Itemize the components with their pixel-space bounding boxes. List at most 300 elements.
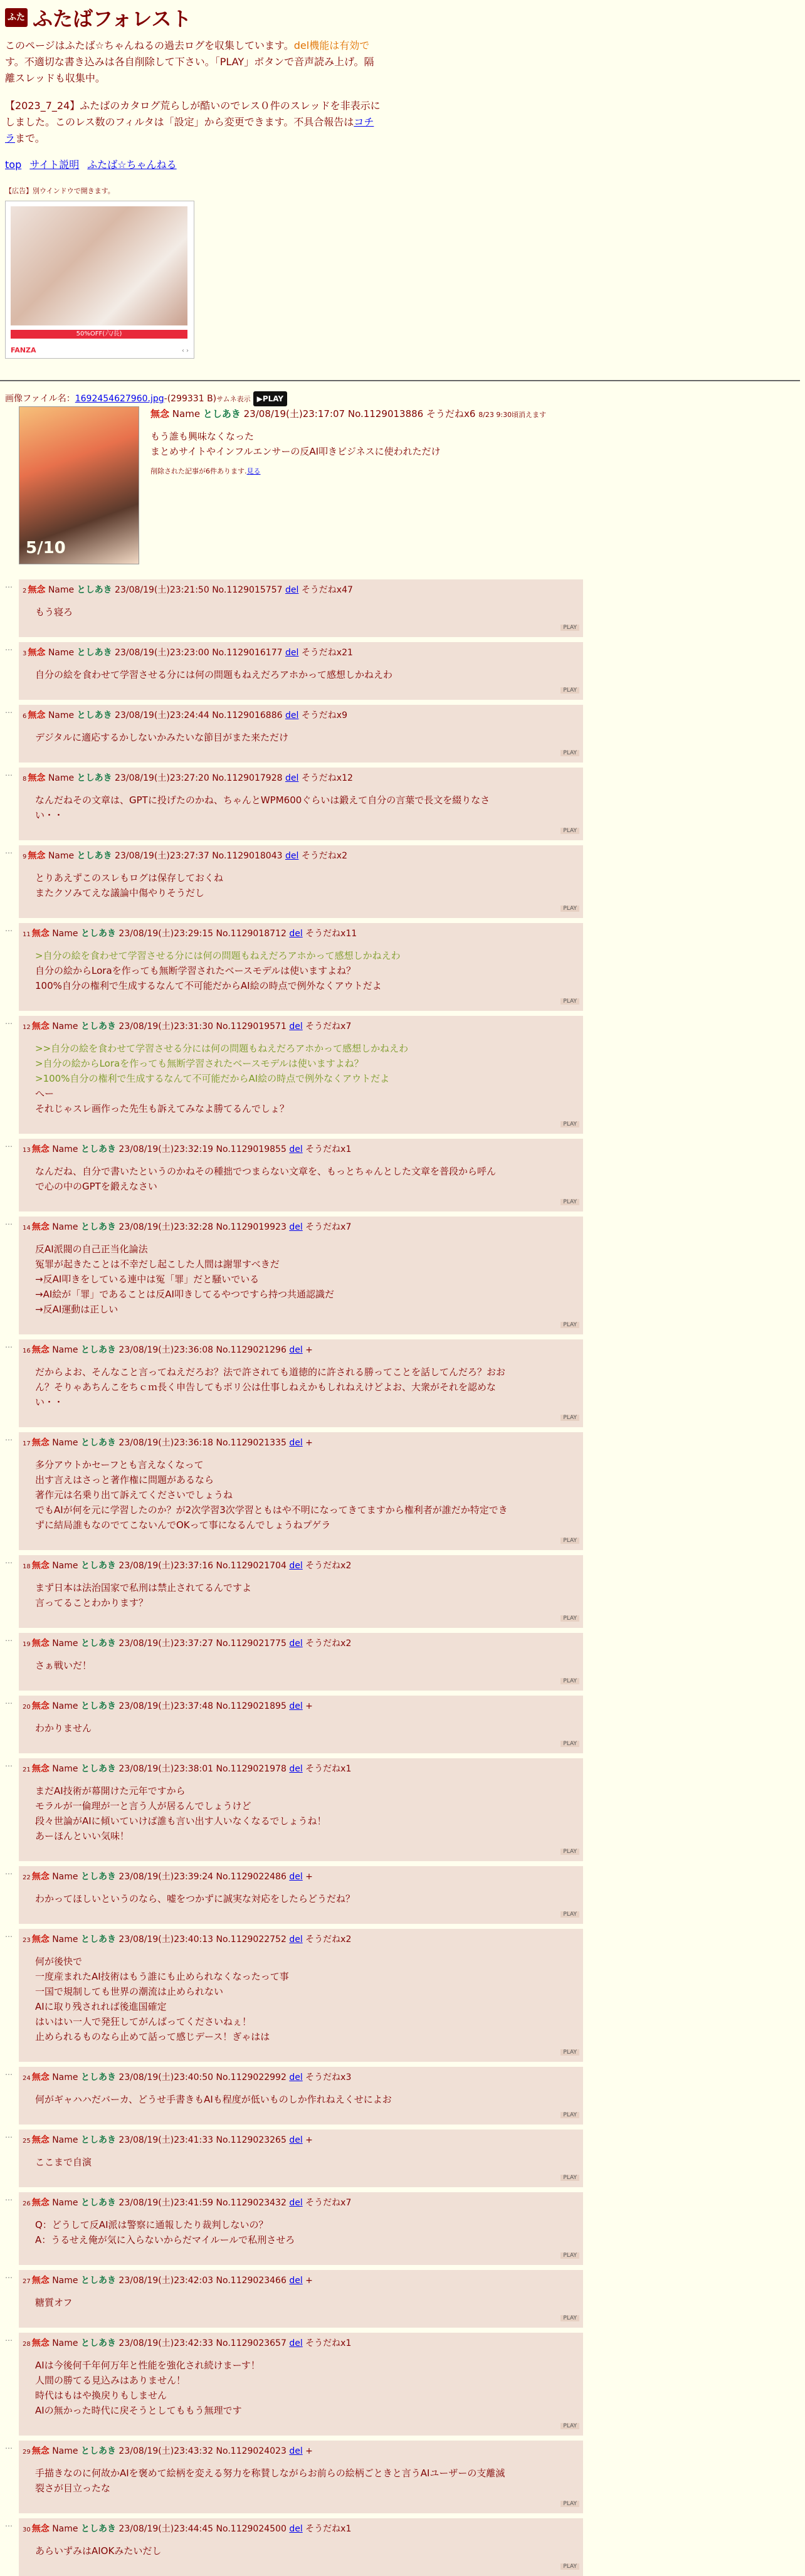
reply-subject: 無念 <box>31 2446 50 2456</box>
reply-play <box>23 1534 579 1548</box>
reply-body <box>35 2155 579 2170</box>
reply-body <box>35 2466 579 2496</box>
reply-del-link[interactable]: del <box>289 2198 303 2208</box>
reply-quote-line: >100%自分の権利で生成するなんて不可能だからAI絵の時点で例外なくアウトだよ <box>35 1073 390 1084</box>
reply-no[interactable]: No.1129021335 <box>216 1438 287 1448</box>
nav-about-link[interactable]: サイト説明 <box>29 159 80 171</box>
reply-text-line: わかってほしいというのなら、嘘をつかずに誠実な対応をしたらどうだね？ <box>35 1893 355 1904</box>
reply-no[interactable]: No.1129023432 <box>216 2198 287 2208</box>
file-size: -(299331 B) <box>164 394 217 404</box>
reply-play-button[interactable]: PLAY <box>560 2563 579 2570</box>
reply-soudane[interactable]: そうだねx21 <box>301 648 353 658</box>
reply-datetime: 23/08/19(土)23:29:15 <box>118 929 214 939</box>
reply-body <box>35 1164 579 1194</box>
reply-name-label: Name <box>52 2276 78 2286</box>
reply-soudane[interactable]: そうだねx7 <box>305 1222 352 1232</box>
reply-quote-line: >自分の絵からLoraを作っても無断学習されたベースモデルは使いますよね？ <box>35 1058 364 1069</box>
reply-list <box>5 579 800 2576</box>
reply-play-button[interactable]: PLAY <box>560 1615 579 1622</box>
reply-play <box>23 1737 579 1751</box>
reply-datetime: 23/08/19(土)23:32:19 <box>118 1144 214 1154</box>
reply-name: としあき <box>80 2135 116 2145</box>
reply-del-link[interactable]: del <box>289 1561 303 1571</box>
reply-name: としあき <box>80 1764 116 1774</box>
reply-text-line: へー <box>35 1088 55 1099</box>
reply-text-line: 時代はもはや換戻りもしません <box>35 2390 167 2401</box>
reply-post <box>19 2441 583 2513</box>
ad-nav-arrows[interactable]: ‹ › <box>181 347 189 354</box>
reply-no[interactable]: No.1129019923 <box>216 1222 287 1232</box>
reply-name-label: Name <box>52 929 78 939</box>
reply-name-label: Name <box>52 1438 78 1448</box>
reply-play-button[interactable]: PLAY <box>560 625 579 631</box>
reply-soudane[interactable]: そうだねx2 <box>305 1935 352 1945</box>
reply-number: 14 <box>23 1225 31 1232</box>
reply-del-link[interactable]: del <box>289 1764 303 1774</box>
reply-datetime: 23/08/19(土)23:23:00 <box>115 648 209 658</box>
reply-body <box>35 730 579 745</box>
reply-soudane[interactable]: そうだねx11 <box>305 929 357 939</box>
reply-header <box>23 1436 579 1451</box>
reply-post <box>19 1555 583 1628</box>
reply-no[interactable]: No.1129023466 <box>216 2276 287 2286</box>
reply-subject: 無念 <box>28 851 46 861</box>
reply-text-line: →反AI叩きをしている連中は冤「罪」だと騒いでいる <box>35 1274 260 1285</box>
reply-subject: 無念 <box>31 1701 50 1711</box>
reply-text-line: ずに結局誰もなのでてこないんでOKって事になるんでしょうねプゲラ <box>35 1519 331 1531</box>
reply-no[interactable]: No.1129022752 <box>216 1935 287 1945</box>
reply-play-button[interactable]: PLAY <box>560 1199 579 1205</box>
reply-play-button[interactable]: PLAY <box>560 1322 579 1328</box>
reply-body <box>35 2092 579 2107</box>
reply-body <box>35 793 579 823</box>
reply-header <box>23 2274 579 2289</box>
reply-del-link[interactable]: del <box>289 1021 303 1032</box>
reply-del-link[interactable]: del <box>289 2338 303 2348</box>
reply-body <box>35 1891 579 1906</box>
site-header <box>5 4 800 31</box>
reply-datetime: 23/08/19(土)23:43:32 <box>118 2446 214 2456</box>
reply-play <box>23 2045 579 2059</box>
reply-subject: 無念 <box>28 773 46 783</box>
thumb-note: サムネ表示 <box>216 395 251 403</box>
reply-play-button[interactable]: PLAY <box>560 1849 579 1855</box>
reply-number: 22 <box>23 1874 31 1881</box>
reply-play <box>23 824 579 838</box>
reply-no[interactable]: No.1129023657 <box>216 2338 287 2348</box>
reply-soudane[interactable]: そうだねx7 <box>305 1021 352 1032</box>
reply-text-line: さぁ戦いだ！ <box>35 1660 92 1671</box>
reply-del-link[interactable]: del <box>289 1872 303 1882</box>
reply-number: 30 <box>23 2526 31 2533</box>
reply-name: としあき <box>76 710 112 721</box>
reply-row <box>5 2192 800 2265</box>
reply-subject: 無念 <box>31 1021 50 1032</box>
reply-dots: … <box>5 1867 13 1876</box>
reply-dots: … <box>5 1697 13 1706</box>
reply-row <box>5 2441 800 2513</box>
reply-no[interactable]: No.1129019855 <box>216 1144 287 1154</box>
nav-futaba-link[interactable]: ふたば☆ちゃんねる <box>87 159 177 171</box>
reply-soudane[interactable]: そうだねx7 <box>305 2198 352 2208</box>
reply-soudane[interactable]: そうだねx47 <box>301 585 353 595</box>
reply-dots: … <box>5 1017 13 1026</box>
reply-play <box>23 2419 579 2433</box>
op-subject: 無念 <box>150 408 170 420</box>
reply-body <box>35 2217 579 2247</box>
reply-no[interactable]: No.1129022992 <box>216 2072 287 2082</box>
reply-text-line: またクソみてえな議論中傷やりそうだし <box>35 887 205 899</box>
reply-del-link[interactable]: del <box>285 648 299 658</box>
reply-dots: … <box>5 1556 13 1565</box>
reply-play-button[interactable]: PLAY <box>560 2423 579 2429</box>
reply-play <box>23 2108 579 2122</box>
reply-text-line: なんだねその文章は、GPTに投げたのかね、ちゃんとWPM600ぐらいは鍛えて自分の言葉で長文を綴りなさ <box>35 794 490 806</box>
reply-datetime: 23/08/19(土)23:38:01 <box>118 1764 214 1774</box>
ad-image[interactable] <box>11 206 187 325</box>
reply-play-button[interactable]: PLAY <box>560 2315 579 2321</box>
reply-del-link[interactable]: del <box>289 2135 303 2145</box>
nav-top-link[interactable]: top <box>5 159 22 171</box>
op-soudane[interactable]: そうだねx6 <box>426 408 476 420</box>
reply-datetime: 23/08/19(土)23:27:20 <box>115 773 209 783</box>
reply-play-button[interactable]: PLAY <box>560 998 579 1005</box>
reply-body <box>35 1783 579 1844</box>
reply-dots: … <box>5 1341 13 1349</box>
reply-header <box>23 849 579 864</box>
reply-play <box>23 2497 579 2511</box>
reply-name-label: Name <box>52 1144 78 1154</box>
op-body <box>150 429 546 459</box>
op-datetime: 23/08/19(土)23:17:07 <box>243 408 345 420</box>
reply-datetime: 23/08/19(土)23:40:13 <box>118 1935 214 1945</box>
reply-text-line: Q：どうして反AI派は警察に通報したり裁判しないの？ <box>35 2219 268 2230</box>
reply-play-button[interactable]: PLAY <box>560 687 579 694</box>
reply-del-link[interactable]: del <box>285 773 299 783</box>
reply-play-button[interactable]: PLAY <box>560 1121 579 1127</box>
reply-dots: … <box>5 2520 13 2528</box>
reply-name: としあき <box>80 2524 116 2534</box>
reply-datetime: 23/08/19(土)23:37:48 <box>118 1701 214 1711</box>
reply-post <box>19 705 583 763</box>
reply-del-link[interactable]: del <box>289 2446 303 2456</box>
reply-row <box>5 2333 800 2436</box>
reply-text-line: 言ってることわかります？ <box>35 1597 149 1608</box>
reply-play-button[interactable]: PLAY <box>560 1538 579 1544</box>
reply-text-line: →AI絵が「罪」であることは反AI叩きしてるやつですら持つ共通認識だ <box>35 1289 334 1300</box>
op-name: としあき <box>203 408 241 420</box>
reply-text-line: あらいずみはAIOKみたいだし <box>35 2545 162 2557</box>
reply-datetime: 23/08/19(土)23:37:16 <box>118 1561 214 1571</box>
reply-text-line: 何が後快で <box>35 1956 83 1967</box>
reply-post <box>19 845 583 918</box>
reply-header <box>23 2336 579 2352</box>
reply-number: 29 <box>23 2449 31 2456</box>
reply-soudane[interactable]: そうだねx1 <box>305 1764 352 1774</box>
reply-dots: … <box>5 769 13 778</box>
reply-body <box>35 604 579 620</box>
reply-play-button[interactable]: PLAY <box>560 2175 579 2181</box>
reply-datetime: 23/08/19(土)23:44:45 <box>118 2524 214 2534</box>
reply-header <box>23 2133 579 2148</box>
report-link[interactable]: コチラ <box>5 116 374 144</box>
reply-name-label: Name <box>52 2338 78 2348</box>
reply-soudane[interactable]: そうだねx2 <box>305 1561 352 1571</box>
thread-op <box>5 406 800 574</box>
reply-del-link[interactable]: del <box>289 1701 303 1711</box>
reply-name-label: Name <box>48 710 75 721</box>
reply-header <box>23 2444 579 2459</box>
reply-header <box>23 709 579 724</box>
reply-del-link[interactable]: del <box>285 851 299 861</box>
reply-no[interactable]: No.1129023265 <box>216 2135 287 2145</box>
reply-soudane[interactable]: そうだねx1 <box>305 2338 352 2348</box>
reply-dots: … <box>5 2334 13 2343</box>
reply-subject: 無念 <box>31 2338 50 2348</box>
reply-play-button[interactable]: PLAY <box>560 2501 579 2507</box>
reply-subject: 無念 <box>31 2135 50 2145</box>
reply-text-line: もう寝ろ <box>35 606 73 618</box>
reply-subject: 無念 <box>31 2072 50 2082</box>
reply-text-line: 多分アウトかセーフとも言えなくなって <box>35 1459 204 1470</box>
reply-name: としあき <box>80 1872 116 1882</box>
reply-body <box>35 2543 579 2558</box>
reply-dots: … <box>5 924 13 933</box>
file-link[interactable]: 1692454627960.jpg <box>75 394 164 404</box>
reply-text-line: 一国で規制しても世界の潮流は止められない <box>35 1986 224 1997</box>
reply-subject: 無念 <box>28 585 46 595</box>
reply-quote-line: >>自分の絵を食わせて学習させる分には何の問題もねえだろアホかって感想しかねえわ <box>35 1043 409 1054</box>
reply-post <box>19 2192 583 2265</box>
reply-del-link[interactable]: del <box>289 1222 303 1232</box>
reply-datetime: 23/08/19(土)23:27:37 <box>115 851 209 861</box>
reply-row <box>5 923 800 1011</box>
logo-text: ふた <box>8 13 25 23</box>
reply-subject: 無念 <box>31 1872 50 1882</box>
reply-soudane[interactable]: + <box>305 1701 313 1711</box>
reply-soudane[interactable]: + <box>305 1872 313 1882</box>
reply-name: としあき <box>80 1935 116 1945</box>
reply-datetime: 23/08/19(土)23:36:18 <box>118 1438 214 1448</box>
op-no[interactable]: No.1129013886 <box>347 408 424 420</box>
reply-subject: 無念 <box>31 1639 50 1649</box>
reply-del-link[interactable]: del <box>289 1639 303 1649</box>
ad-sale-bar[interactable]: 50%OFF(六/長) <box>11 330 187 339</box>
reply-post <box>19 1339 583 1427</box>
reply-name: としあき <box>80 929 116 939</box>
reply-subject: 無念 <box>31 2198 50 2208</box>
reply-name: としあき <box>76 851 112 861</box>
reply-header <box>23 646 579 661</box>
reply-play-button[interactable]: PLAY <box>560 828 579 834</box>
reply-post <box>19 642 583 700</box>
file-label: 画像ファイル名： <box>5 394 75 404</box>
reply-play <box>23 2311 579 2325</box>
reply-datetime: 23/08/19(土)23:39:24 <box>118 1872 214 1882</box>
reply-play <box>23 2249 579 2262</box>
reply-text-line: 100%自分の権利で生成するなんて不可能だからAI絵の時点で例外なくアウトだよ <box>35 980 382 991</box>
reply-row <box>5 2067 800 2125</box>
reply-no[interactable]: No.1129021296 <box>216 1345 287 1355</box>
reply-body <box>35 1954 579 2044</box>
reply-datetime: 23/08/19(土)23:24:44 <box>115 710 209 721</box>
reply-header <box>23 1343 579 1358</box>
reply-row <box>5 1633 800 1691</box>
reply-row <box>5 1016 800 1134</box>
op-thumbnail[interactable] <box>19 406 139 564</box>
reply-del-link[interactable]: del <box>289 929 303 939</box>
reply-datetime: 23/08/19(土)23:32:28 <box>118 1222 214 1232</box>
reply-text-line: AIの無かった時代に戻そうとしてももう無理です <box>35 2405 242 2416</box>
play-button[interactable]: ▶PLAY <box>253 391 288 406</box>
ad-banner[interactable] <box>5 201 194 359</box>
reply-soudane[interactable]: そうだねx1 <box>305 2524 352 2534</box>
reply-header <box>23 2071 579 2086</box>
reply-row <box>5 845 800 918</box>
reply-soudane[interactable]: そうだねx2 <box>301 851 348 861</box>
reply-play <box>23 2560 579 2573</box>
reply-body <box>35 1580 579 1610</box>
reply-row <box>5 1339 800 1427</box>
show-deleted-link[interactable]: 見る <box>246 467 261 475</box>
reply-number: 9 <box>23 853 27 860</box>
reply-name: としあき <box>80 1345 116 1355</box>
reply-row <box>5 768 800 840</box>
reply-text-line: あーほんといい気味！ <box>35 1830 130 1842</box>
reply-header <box>23 1020 579 1035</box>
reply-play-button[interactable]: PLAY <box>560 1678 579 1684</box>
reply-no[interactable]: No.1129019571 <box>216 1021 287 1032</box>
reply-soudane[interactable]: そうだねx2 <box>305 1639 352 1649</box>
reply-no[interactable]: No.1129017928 <box>212 773 283 783</box>
reply-no[interactable]: No.1129015757 <box>212 585 283 595</box>
omitted-notice <box>150 464 546 479</box>
reply-row <box>5 1217 800 1334</box>
reply-name-label: Name <box>52 1764 78 1774</box>
reply-play-button[interactable]: PLAY <box>560 2112 579 2118</box>
reply-soudane[interactable]: + <box>305 2276 313 2286</box>
reply-no[interactable]: No.1129022486 <box>216 1872 287 1882</box>
reply-soudane[interactable]: そうだねx1 <box>305 1144 352 1154</box>
reply-post <box>19 1866 583 1924</box>
reply-play-button[interactable]: PLAY <box>560 1415 579 1421</box>
reply-text-line: 自分の絵を食わせて学習させる分には何の問題もねえだろアホかって感想しかねえわ <box>35 669 393 680</box>
reply-text-line: なんだね、自分で書いたというのかねその種拙でつまらない文章を、もっとちゃんとした文章を普段から呼ん <box>35 1166 497 1177</box>
reply-no[interactable]: No.1129016886 <box>212 710 283 721</box>
reply-soudane[interactable]: そうだねx3 <box>305 2072 352 2082</box>
reply-text-line: 一度産まれたAI技術はもう誰にも止められなくなったって事 <box>35 1971 289 1982</box>
reply-no[interactable]: No.1129024023 <box>216 2446 287 2456</box>
reply-number: 17 <box>23 1440 31 1447</box>
reply-name: としあき <box>80 1438 116 1448</box>
reply-body <box>35 1041 579 1116</box>
reply-text-line: 何がギャハハだバーカ、どうせ手書きもAIも程度が低いものしか作れねえくせによお <box>35 2094 392 2105</box>
reply-del-link[interactable]: del <box>285 585 299 595</box>
reply-number: 11 <box>23 931 31 938</box>
reply-body <box>35 1365 579 1410</box>
reply-name-label: Name <box>52 1935 78 1945</box>
reply-datetime: 23/08/19(土)23:42:03 <box>118 2276 214 2286</box>
reply-post <box>19 1139 583 1211</box>
reply-name-label: Name <box>52 1222 78 1232</box>
reply-number: 21 <box>23 1766 31 1773</box>
reply-del-link[interactable]: del <box>289 1345 303 1355</box>
reply-post <box>19 1633 583 1691</box>
reply-row <box>5 1758 800 1861</box>
reply-no[interactable]: No.1129021704 <box>216 1561 287 1571</box>
site-title: ふたばフォレスト <box>33 7 192 31</box>
reply-no[interactable]: No.1129021895 <box>216 1701 287 1711</box>
reply-del-link[interactable]: del <box>289 1438 303 1448</box>
reply-del-link[interactable]: del <box>289 1935 303 1945</box>
reply-play-button[interactable]: PLAY <box>560 750 579 756</box>
reply-soudane[interactable]: そうだねx12 <box>301 773 353 783</box>
reply-play <box>23 995 579 1008</box>
reply-del-link[interactable]: del <box>285 710 299 721</box>
reply-name-label: Name <box>52 2446 78 2456</box>
reply-play <box>23 1674 579 1688</box>
reply-text-line: ん？そりゃあちんこをちｃｍ長く申告してもポリ公は仕事しねえかもしれねえけどよお、大衆がそれを認めな <box>35 1381 497 1393</box>
reply-post <box>19 579 583 637</box>
reply-soudane[interactable]: そうだねx9 <box>301 710 348 721</box>
reply-text-line: 糖質オフ <box>35 2297 73 2308</box>
reply-name: としあき <box>76 585 112 595</box>
reply-play <box>23 1612 579 1625</box>
reply-play-button[interactable]: PLAY <box>560 1911 579 1918</box>
reply-play-button[interactable]: PLAY <box>560 2049 579 2056</box>
reply-play-button[interactable]: PLAY <box>560 2252 579 2259</box>
reply-dots: … <box>5 706 13 715</box>
reply-play-button[interactable]: PLAY <box>560 905 579 912</box>
reply-no[interactable]: No.1129021978 <box>216 1764 287 1774</box>
reply-dots: … <box>5 847 13 855</box>
reply-subject: 無念 <box>31 1935 50 1945</box>
reply-no[interactable]: No.1129021775 <box>216 1639 287 1649</box>
reply-text-line: い・・ <box>35 810 64 821</box>
reply-header <box>23 1870 579 1885</box>
reply-datetime: 23/08/19(土)23:37:27 <box>118 1639 214 1649</box>
reply-soudane[interactable]: + <box>305 1345 313 1355</box>
reply-del-link[interactable]: del <box>289 1144 303 1154</box>
reply-no[interactable]: No.1129018712 <box>216 929 287 939</box>
reply-del-link[interactable]: del <box>289 2276 303 2286</box>
reply-text-line: わかりません <box>35 1723 92 1734</box>
reply-soudane[interactable]: + <box>305 2135 313 2145</box>
reply-del-link[interactable]: del <box>289 2072 303 2082</box>
op-body-line: もう誰も興味なくなった <box>150 431 255 442</box>
reply-soudane[interactable]: + <box>305 2446 313 2456</box>
reply-no[interactable]: No.1129018043 <box>212 851 283 861</box>
reply-datetime: 23/08/19(土)23:41:33 <box>118 2135 214 2145</box>
reply-datetime: 23/08/19(土)23:31:30 <box>118 1021 214 1032</box>
reply-name: としあき <box>80 1021 116 1032</box>
reply-number: 28 <box>23 2341 31 2348</box>
reply-del-link[interactable]: del <box>289 2524 303 2534</box>
reply-play-button[interactable]: PLAY <box>560 1741 579 1747</box>
reply-row <box>5 2518 800 2576</box>
site-logo[interactable] <box>5 8 28 27</box>
reply-no[interactable]: No.1129016177 <box>212 648 283 658</box>
reply-post <box>19 2067 583 2125</box>
reply-text-line: ここまで自演 <box>35 2156 92 2168</box>
reply-text-line: デジタルに適応するかしないかみたいな節目がまた来ただけ <box>35 732 289 743</box>
reply-soudane[interactable]: + <box>305 1438 313 1448</box>
reply-body <box>35 1721 579 1736</box>
reply-no[interactable]: No.1129024500 <box>216 2524 287 2534</box>
reply-number: 23 <box>23 1937 31 1944</box>
reply-subject: 無念 <box>28 710 46 721</box>
ad-brand-logo: FANZA <box>11 346 36 354</box>
